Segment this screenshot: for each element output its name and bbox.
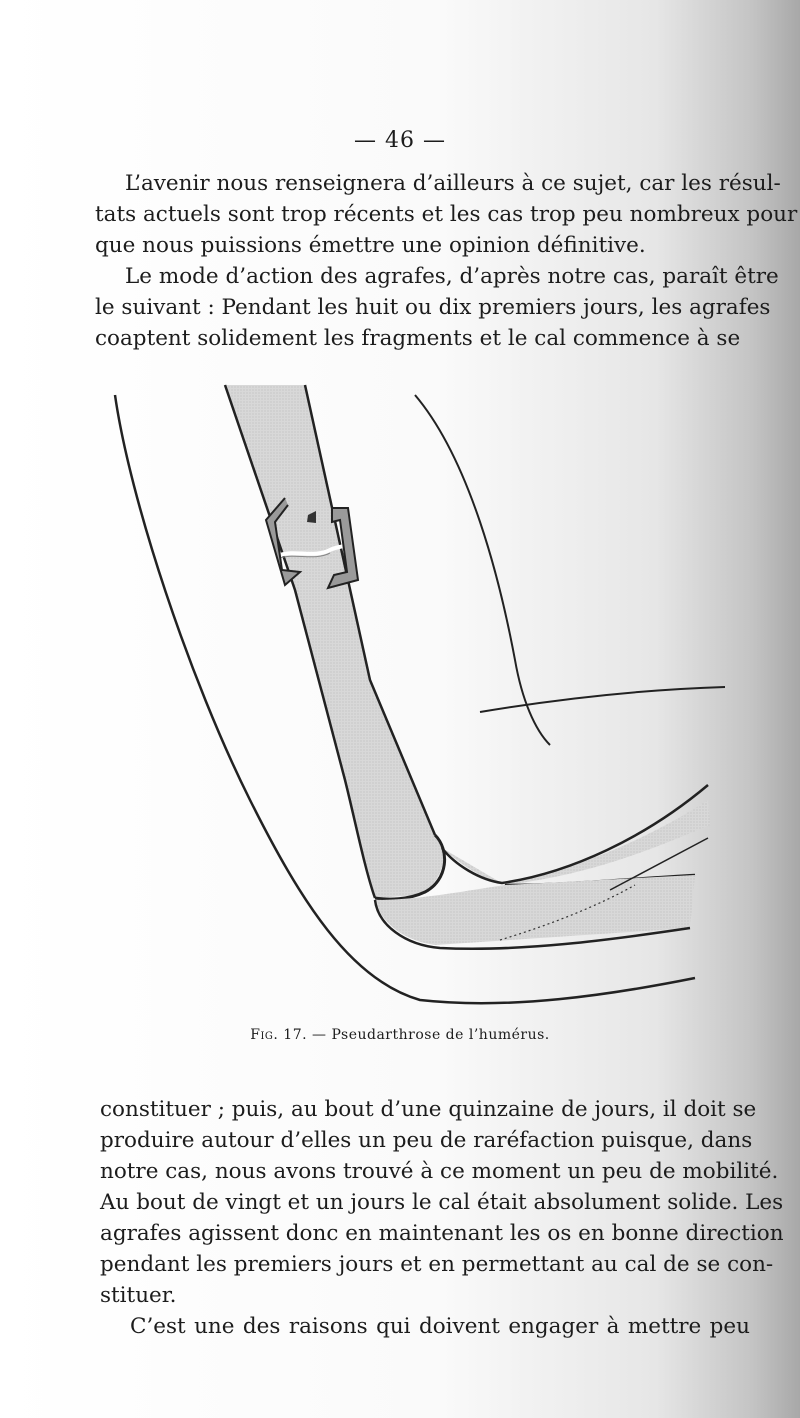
figure-caption-text: — Pseudarthrose de l’humérus. xyxy=(312,1027,550,1043)
text-line: que nous puissions émettre une opinion définitive. xyxy=(95,233,646,258)
text-line: Au bout de vingt et un jours le cal était absolument solide. Les xyxy=(100,1190,784,1215)
paragraph-top xyxy=(95,168,798,354)
text-line: L’avenir nous renseignera d’ailleurs à ce sujet, car les résul- xyxy=(125,171,781,196)
arm-outline-inner xyxy=(415,395,550,745)
humerus-bone xyxy=(225,385,443,898)
paragraph-bottom xyxy=(100,1094,784,1342)
text-line: coaptent solidement les fragments et le cal commence à se xyxy=(95,326,741,351)
text-line: constituer ; puis, au bout d’une quinzaine de jours, il doit se xyxy=(100,1097,757,1122)
text-line: notre cas, nous avons trouvé à ce moment un peu de mobilité. xyxy=(100,1159,779,1184)
text-line: le suivant : Pendant les huit ou dix premiers jours, les agrafes xyxy=(95,295,771,320)
page-number: — 46 — xyxy=(354,128,446,153)
figure-label: Fig. 17. xyxy=(250,1027,308,1043)
text-line: agrafes agissent donc en maintenant les os en bonne direction xyxy=(100,1221,784,1246)
elbow-illustration xyxy=(90,380,730,1020)
figure-caption xyxy=(0,1027,800,1043)
elbow-crease xyxy=(480,687,725,712)
text-line: pendant les premiers jours et en permettant au cal de se con- xyxy=(100,1252,774,1277)
text-line: tats actuels sont trop récents et les cas trop peu nombreux pour xyxy=(95,202,798,227)
text-line: stituer. xyxy=(100,1283,177,1308)
text-line: produire autour d’elles un peu de raréfaction puisque, dans xyxy=(100,1128,753,1153)
text-line: C’est une des raisons qui doivent engager à mettre peu xyxy=(130,1314,750,1339)
text-line: Le mode d’action des agrafes, d’après notre cas, paraît être xyxy=(125,264,779,289)
